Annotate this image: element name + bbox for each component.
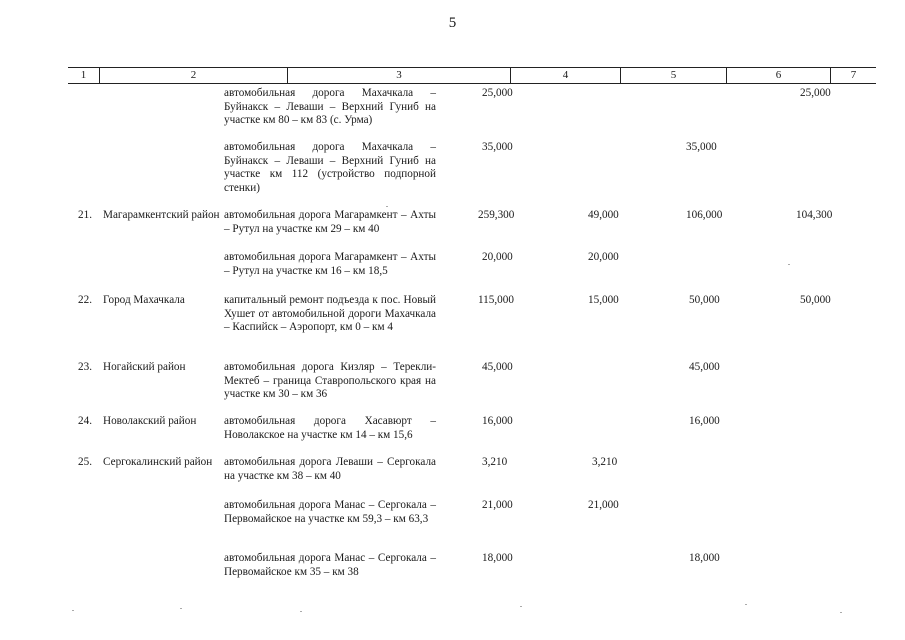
scan-speck (788, 264, 790, 265)
district-name: Город Махачкала (103, 294, 185, 306)
cell-col-6: 106,000 (686, 209, 723, 221)
district-name: Сергокалинский район (103, 456, 213, 468)
cell-col-4: 115,000 (478, 294, 514, 306)
scan-speck (386, 206, 388, 207)
cell-col-4: 45,000 (482, 361, 513, 373)
road-description: капитальный ремонт подъезда к пос. Новый Хушет от автомобильной дороги Махачкала – Каспийск – Аэропорт, км 0 – км 4 (224, 294, 436, 334)
cell-col-4: 3,210 (482, 456, 508, 468)
district-name: Ногайский район (103, 361, 186, 373)
cell-col-4: 20,000 (482, 251, 513, 263)
header-col-2: 2 (99, 68, 287, 83)
road-description: автомобильная дорога Махачкала – Буйнакск – Леваши – Верхний Гуниб на участке км 112 (устройство подпорной стенки) (224, 141, 436, 194)
row-number: 24. (78, 415, 92, 427)
row-number: 22. (78, 294, 92, 306)
cell-col-6: 18,000 (689, 552, 720, 564)
header-col-5: 5 (620, 68, 726, 83)
scan-speck (72, 610, 74, 611)
road-description: автомобильная дорога Магарамкент – Ахты – Рутул на участке км 29 – км 40 (224, 209, 436, 235)
cell-col-6: 45,000 (689, 361, 720, 373)
road-description: автомобильная дорога Леваши – Сергокала на участке км 38 – км 40 (224, 456, 436, 482)
header-col-1: 1 (80, 69, 87, 81)
header-col-6: 6 (726, 68, 830, 83)
header-col-3: 3 (287, 68, 510, 83)
scan-speck (300, 611, 302, 612)
cell-col-4: 259,300 (478, 209, 515, 221)
row-number: 23. (78, 361, 92, 373)
cell-col-7: 50,000 (800, 294, 831, 306)
road-description: автомобильная дорога Хасавюрт – Новолакское на участке км 14 – км 15,6 (224, 415, 436, 441)
page-number: 5 (448, 15, 457, 31)
header-col-7: 7 (830, 68, 876, 83)
road-description: автомобильная дорога Кизляр – Терекли-Мектеб – граница Ставропольского края на участке км 30 – км 36 (224, 361, 436, 401)
cell-col-7: 104,300 (796, 209, 833, 221)
row-number: 21. (78, 209, 92, 221)
cell-col-4: 21,000 (482, 499, 513, 511)
cell-col-5: 20,000 (588, 251, 619, 263)
cell-col-4: 25,000 (482, 87, 513, 99)
scan-speck (520, 606, 522, 607)
header-col-4: 4 (510, 68, 620, 83)
road-description: автомобильная дорога Манас – Сергокала – Первомайское км 35 – км 38 (224, 552, 436, 578)
cell-col-5: 49,000 (588, 209, 619, 221)
cell-col-7: 25,000 (800, 87, 831, 99)
district-name: Магарамкентский район (103, 209, 220, 221)
cell-col-4: 16,000 (482, 415, 513, 427)
cell-col-5: 15,000 (588, 294, 619, 306)
road-description: автомобильная дорога Манас – Сергокала – Первомайское на участке км 59,3 – км 63,3 (224, 499, 436, 525)
row-number: 25. (78, 456, 92, 468)
cell-col-6: 16,000 (689, 415, 720, 427)
cell-col-6: 35,000 (686, 141, 717, 153)
cell-col-4: 35,000 (482, 141, 513, 153)
cell-col-6: 50,000 (689, 294, 720, 306)
road-description: автомобильная дорога Махачкала – Буйнакск – Леваши – Верхний Гуниб на участке км 80 – км 83 (с. Урма) (224, 87, 436, 127)
cell-col-5: 21,000 (588, 499, 619, 511)
road-description: автомобильная дорога Магарамкент – Ахты – Рутул на участке км 16 – км 18,5 (224, 251, 436, 277)
district-name: Новолакский район (103, 415, 197, 427)
cell-col-4: 18,000 (482, 552, 513, 564)
scan-speck (745, 604, 747, 605)
table-header (68, 67, 876, 84)
cell-col-5: 3,210 (592, 456, 618, 468)
scan-speck (840, 612, 842, 613)
scan-speck (180, 608, 182, 609)
